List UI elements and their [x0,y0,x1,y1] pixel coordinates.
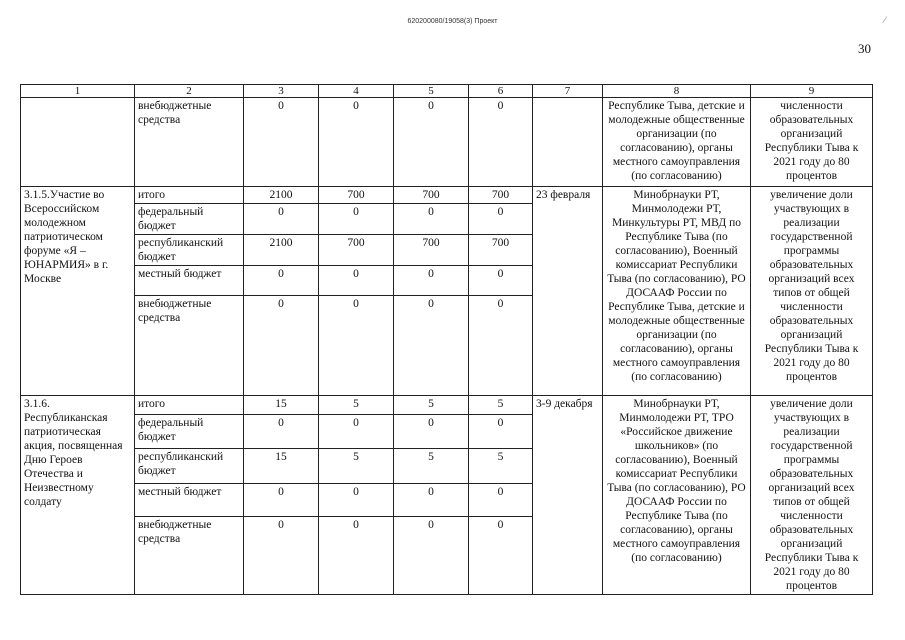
measure-title: 3.1.5.Участие во Всероссийском молодежном патриотическом форуме «Я – ЮНАРМИЯ» в г. Москве [21,187,135,396]
value-cell: 0 [394,266,469,296]
col-header-4: 4 [319,85,394,98]
value-cell: 5 [394,449,469,483]
col-header-9: 9 [751,85,873,98]
funding-source: итого [135,396,244,415]
value-cell: 0 [244,414,319,448]
value-cell: 0 [394,483,469,516]
value-cell: 0 [469,414,533,448]
value-cell: 0 [319,266,394,296]
program-table [20,84,873,595]
value-cell: 5 [319,449,394,483]
value-cell: 700 [394,187,469,204]
executors-cell: Минобрнауки РТ, Минмолодежи РТ, Минкультуры РТ, МВД по Республике Тыва (по согласованию), Военный комиссариат Республики Тыва (по согласованию), РО ДОСААФ России по Республике Тыва, детские и молодежные общественные организации (по согласованию), органы местного самоуправления (по согласованию) [603,187,751,396]
col-header-8: 8 [603,85,751,98]
value-cell: 0 [244,98,319,187]
value-cell: 2100 [244,187,319,204]
value-cell: 0 [469,517,533,595]
result-cell: численности образовательных организаций Республики Тыва к 2021 году до 80 процентов [751,98,873,187]
col-header-1: 1 [21,85,135,98]
value-cell: 0 [244,483,319,516]
value-cell: 15 [244,449,319,483]
funding-source: местный бюджет [135,266,244,296]
value-cell: 5 [469,396,533,415]
page-number: 30 [858,41,871,56]
date-cell [533,98,603,187]
value-cell: 0 [469,296,533,396]
result-cell: увеличение доли участвующих в реализации государственной программы образовательных организаций всех типов от общей численности образовательных организаций Республики Тыва к 2021 году до 80 процентов [751,396,873,595]
value-cell: 0 [394,296,469,396]
funding-source: внебюджетные средства [135,296,244,396]
value-cell: 0 [394,98,469,187]
value-cell: 0 [394,517,469,595]
value-cell: 0 [319,483,394,516]
funding-source: республиканский бюджет [135,449,244,483]
value-cell: 700 [319,187,394,204]
value-cell: 700 [469,235,533,266]
col-header-3: 3 [244,85,319,98]
value-cell: 0 [244,517,319,595]
value-cell: 700 [469,187,533,204]
value-cell: 0 [394,414,469,448]
value-cell: 700 [319,235,394,266]
value-cell: 0 [469,266,533,296]
value-cell: 0 [469,483,533,516]
table-row [21,98,873,187]
date-cell: 23 февраля [533,187,603,396]
table-row [21,396,873,415]
value-cell: 0 [244,296,319,396]
value-cell: 0 [244,266,319,296]
funding-source: местный бюджет [135,483,244,516]
result-cell: увеличение доли участвующих в реализации государственной программы образовательных организаций всех типов от общей численности образовательных организаций Республики Тыва к 2021 году до 80 процентов [751,187,873,396]
value-cell: 5 [394,396,469,415]
value-cell: 0 [469,204,533,235]
document-id: 620200080/19058(3) Проект [407,18,498,25]
col-header-2: 2 [135,85,244,98]
value-cell: 0 [319,296,394,396]
funding-source: итого [135,187,244,204]
funding-source: внебюджетные средства [135,98,244,187]
funding-source: внебюджетные средства [135,517,244,595]
value-cell: 0 [394,204,469,235]
executors-cell: Минобрнауки РТ, Минмолодежи РТ, ТРО «Российское движение школьников» (по согласованию), Военный комиссариат Республики Тыва (по согласованию), РО ДОСААФ России по Республике Тыва (по согласованию), органы местного самоуправления (по согласованию) [603,396,751,595]
value-cell: 0 [319,98,394,187]
executors-cell: Республике Тыва, детские и молодежные общественные организации (по согласованию), органы местного самоуправления (по согласованию) [603,98,751,187]
col-header-7: 7 [533,85,603,98]
funding-source: республиканский бюджет [135,235,244,266]
value-cell: 700 [394,235,469,266]
value-cell: 5 [469,449,533,483]
date-cell: 3-9 декабря [533,396,603,595]
value-cell: 0 [469,98,533,187]
value-cell: 0 [319,414,394,448]
value-cell: 0 [319,517,394,595]
table-row [21,187,873,204]
col-header-6: 6 [469,85,533,98]
value-cell: 2100 [244,235,319,266]
measure-title: 3.1.6. Республиканская патриотическая акция, посвященная Дню Героев Отечества и Неизвестному солдату [21,396,135,595]
empty-cell [21,98,135,187]
value-cell: 0 [319,204,394,235]
funding-source: федеральный бюджет [135,204,244,235]
value-cell: 5 [319,396,394,415]
corner-mark: ⁄ [884,16,886,26]
col-header-5: 5 [394,85,469,98]
value-cell: 15 [244,396,319,415]
funding-source: федеральный бюджет [135,414,244,448]
value-cell: 0 [244,204,319,235]
column-number-row [21,85,873,98]
